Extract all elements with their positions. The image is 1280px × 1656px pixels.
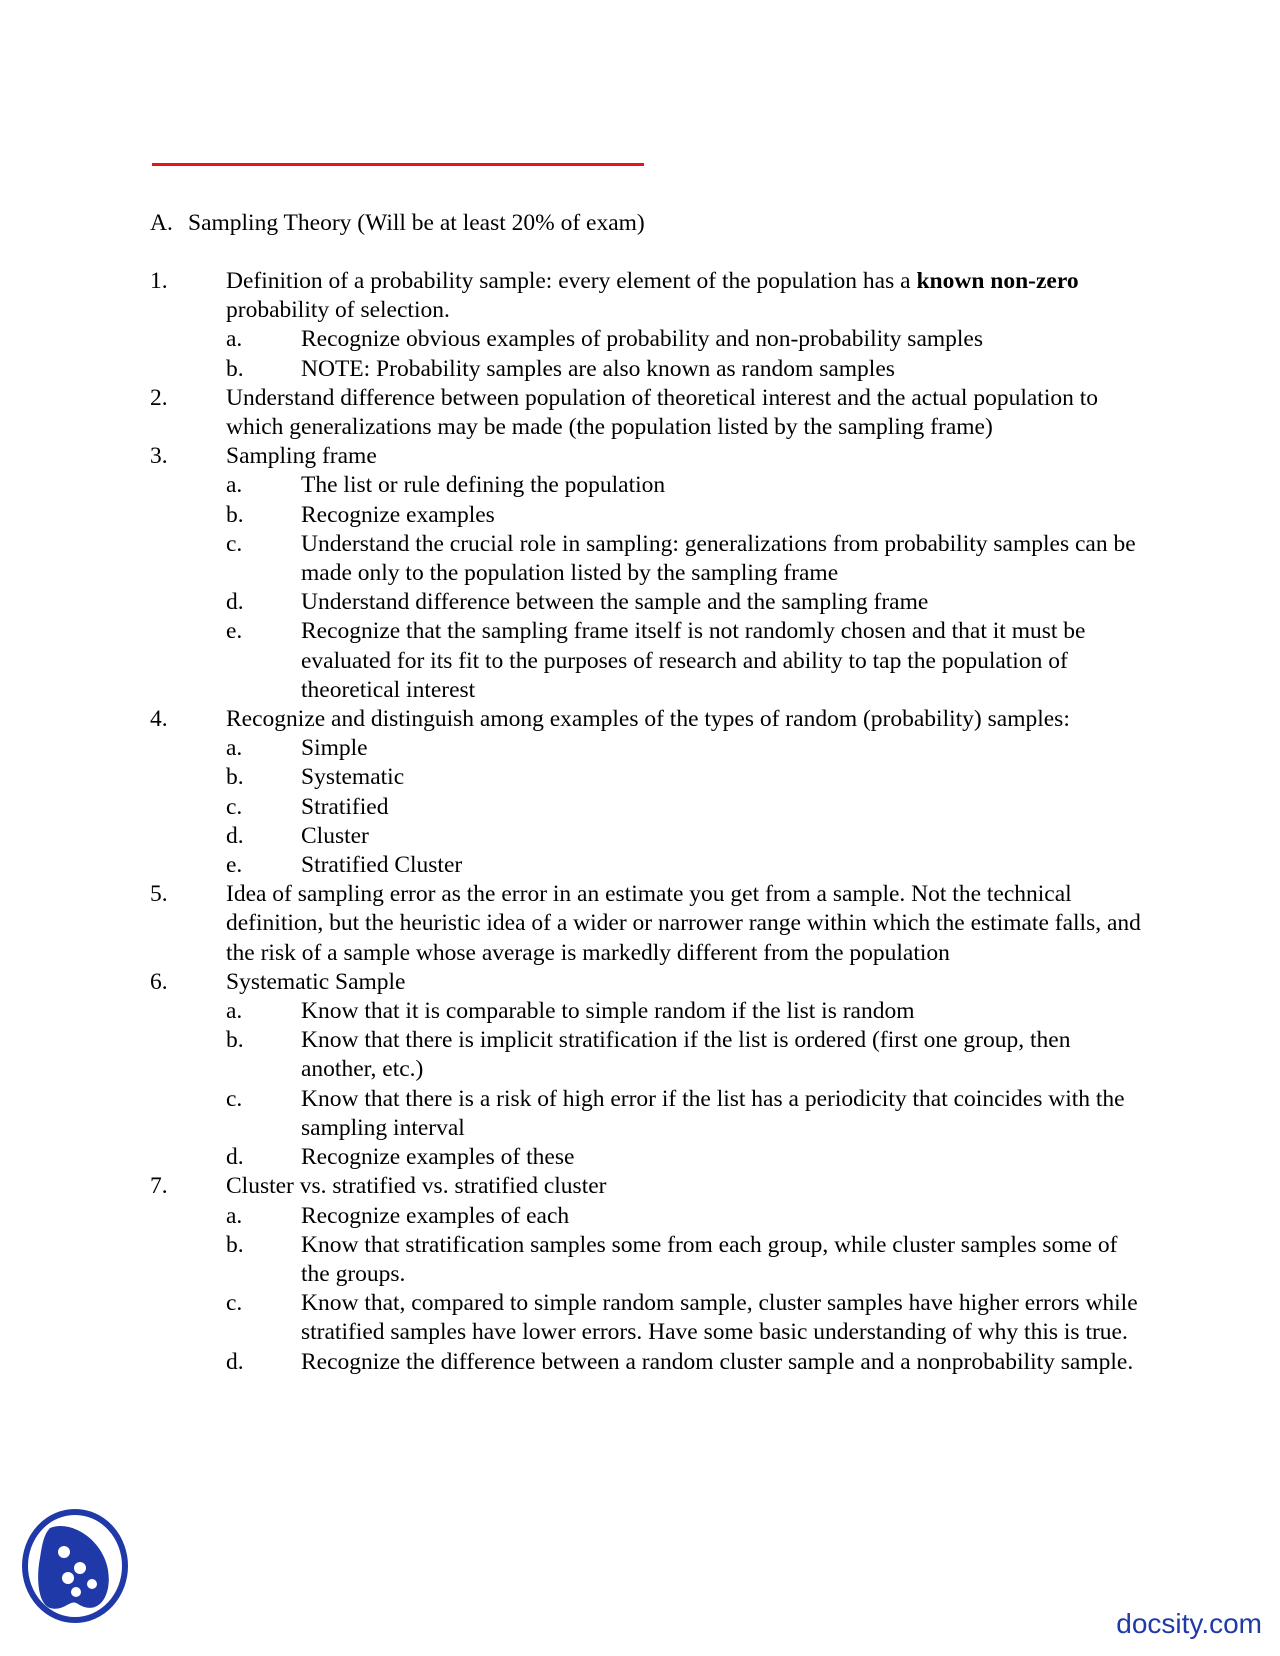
logo-dot [74,1562,86,1574]
logo-dot [71,1587,81,1597]
sub-item [226,530,1150,588]
sub-item-text: Recognize that the sampling frame itself is not randomly chosen and that it must be evaluated for its fit to the purposes of research and ability to tap the population of theoretical interest [301,618,1086,703]
item-text [226,267,1150,325]
sub-item-text: Recognize the difference between a random cluster sample and a nonprobability sample. [301,1348,1134,1375]
sub-item [226,355,1150,384]
item-number: 4. [150,706,168,733]
sub-item-letter: c. [226,793,243,820]
outline-item-5 [150,880,1150,968]
sub-item-text: Know that there is a risk of high error if the list has a periodicity that coincides with the sampling interval [301,1085,1125,1141]
sub-item [226,793,1150,822]
sub-item-letter: a. [226,735,243,762]
item-number: 2. [150,384,168,411]
sub-item-letter: d. [226,1348,244,1375]
item-number: 6. [150,968,168,995]
sub-item-letter: b. [226,355,244,382]
sub-item-text: Systematic [301,764,405,791]
sub-item-letter: c. [226,1085,243,1112]
item-number: 1. [150,268,168,294]
sub-item-letter: e. [226,852,243,879]
logo-shape [38,1526,109,1609]
sub-item-letter: d. [226,1144,244,1171]
sub-item-text: Recognize obvious examples of probability and non-probability samples [301,326,984,353]
sub-item [226,763,1150,792]
outline-item-4 [150,705,1150,734]
sub-item-text: Know that it is comparable to simple random if the list is random [301,998,915,1025]
outline-item-1 [150,267,1150,325]
sub-item-text: Know that there is implicit stratification if the list is ordered (first one group, then another, etc.) [301,1027,1071,1083]
item-text-part: Definition of a probability sample: every element of the population has a [226,268,917,294]
sub-item-letter: b. [226,1027,244,1054]
sub-item [226,1202,1150,1231]
sub-item-letter: c. [226,1290,243,1317]
sub-item-text: Simple [301,735,368,762]
sub-item-letter: a. [226,326,243,353]
outline-item-7 [150,1172,1150,1201]
sub-item [226,501,1150,530]
sub-item [226,1143,1150,1172]
item-bold-text: known non-zero [916,268,1079,294]
footer-brand-link[interactable]: docsity.com [1116,1608,1262,1639]
logo-dot [58,1546,70,1558]
sub-item [226,1289,1150,1347]
item-text: Sampling frame [226,443,377,470]
sub-item-text: Stratified Cluster [301,852,463,879]
section-letter: A. [150,210,173,236]
docsity-logo-icon[interactable] [20,1508,130,1628]
sub-item [226,1026,1150,1084]
item-text: Idea of sampling error as the error in an estimate you get from a sample. Not the technical definition, but the heuristic idea of a wider or narrower range within which the estimate falls, and the risk of a sample whose average is markedly different from the population [226,881,1141,966]
sub-item-letter: b. [226,764,244,791]
sub-item-letter: b. [226,1231,244,1258]
sub-item-text: Understand difference between the sample and the sampling frame [301,589,929,616]
sub-item-text: Recognize examples of these [301,1144,575,1171]
sub-item-letter: e. [226,618,243,645]
sub-item-letter: d. [226,589,244,616]
sub-item-text: NOTE: Probability samples are also known as random samples [301,355,895,382]
outline-list [150,267,1150,1377]
outline-item-3 [150,442,1150,471]
logo-dot [62,1572,74,1584]
sub-item [226,851,1150,880]
item-text: Cluster vs. stratified vs. stratified cluster [226,1173,607,1200]
logo-dot [87,1579,97,1589]
sub-item-letter: a. [226,998,243,1025]
sub-item-text: Recognize examples [301,501,495,528]
section-heading [150,209,645,238]
sub-item [226,1085,1150,1143]
item-number: 7. [150,1173,168,1200]
sub-item-letter: a. [226,472,243,499]
sub-item-text: Know that, compared to simple random sample, cluster samples have higher errors while stratified samples have lower errors. Have some basic understanding of why this is true. [301,1290,1138,1346]
sub-item-text: Know that stratification samples some from each group, while cluster samples some of the groups. [301,1231,1118,1287]
sub-item [226,617,1150,705]
item-text: Recognize and distinguish among examples of the types of random (probability) samples: [226,706,1070,733]
sub-item [226,734,1150,763]
outline-item-2 [150,384,1150,442]
item-number: 5. [150,881,168,908]
sub-item-text: Cluster [301,822,369,849]
sub-item-letter: c. [226,530,243,557]
sub-item [226,997,1150,1026]
item-text-part: probability of selection. [226,297,450,324]
sub-item [226,1348,1150,1377]
sub-item [226,471,1150,500]
sub-item-text: Stratified [301,793,389,820]
sub-item-text: The list or rule defining the population [301,472,666,499]
sub-item-letter: a. [226,1202,243,1229]
sub-item-text: Recognize examples of each [301,1202,570,1229]
item-text: Systematic Sample [226,968,406,995]
outline-item-6 [150,968,1150,997]
sub-item-letter: d. [226,822,244,849]
section-title: Sampling Theory (Will be at least 20% of exam) [188,210,645,236]
sub-item [226,588,1150,617]
sub-item-letter: b. [226,501,244,528]
item-number: 3. [150,443,168,470]
red-divider-rule [152,163,644,166]
sub-item [226,1231,1150,1289]
sub-item [226,325,1150,354]
item-text: Understand difference between population of theoretical interest and the actual population to which generalizations may be made (the population listed by the sampling frame) [226,384,1099,441]
sub-item [226,822,1150,851]
sub-item-text: Understand the crucial role in sampling: generalizations from probability samples can be made only to the population listed by the sampling frame [301,530,1136,587]
